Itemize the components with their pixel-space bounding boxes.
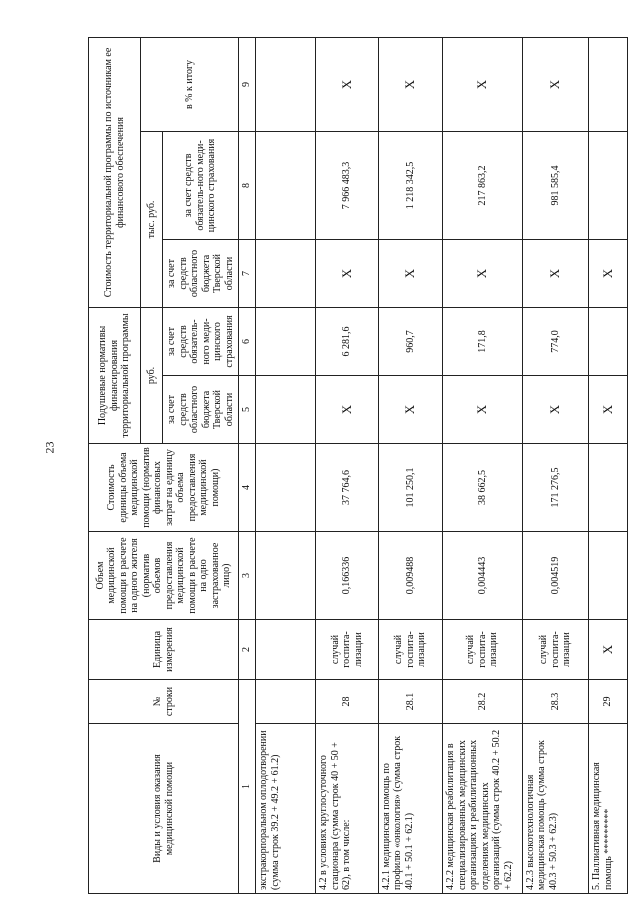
header-cost-oms: за счет средств обязатель-ного меди-цинского страхования (163, 131, 239, 239)
row-unit-cost (256, 444, 316, 532)
row-unit: случай госпита-лизации (378, 620, 442, 680)
row-unit: случай госпита-лизации (316, 620, 378, 680)
row-cost-oms: 981 585,4 (522, 131, 589, 239)
col-number-2: 2 (239, 620, 256, 680)
row-cost-oms (256, 131, 316, 239)
row-norm-budget: Х (443, 376, 523, 444)
row-norm-oms: 960,7 (378, 307, 442, 375)
row-line-number: 29 (589, 680, 628, 724)
row-norm-budget (256, 376, 316, 444)
header-volume: Объем медицинской помощи в расчете на одного жителя (норматив объемов предоставления медицинской помощи в расчете на одно застрахованное лицо) (89, 532, 239, 620)
row-norm-budget: Х (589, 376, 628, 444)
table-row (589, 37, 628, 893)
territorial-program-table (88, 37, 628, 894)
row-norm-budget: Х (316, 376, 378, 444)
col-number-4: 4 (239, 444, 256, 532)
row-norm-oms (589, 307, 628, 375)
row-cost-budget (256, 239, 316, 307)
row-unit-cost (589, 444, 628, 532)
table-row (316, 37, 378, 893)
row-norm-oms: 774,0 (522, 307, 589, 375)
row-label: 5. Паллиативная медицинская помощь ********* (589, 724, 628, 894)
header-thous-rub: тыс. руб. (141, 131, 163, 307)
row-cost-oms (589, 131, 628, 239)
row-cost-oms: 7 966 483,3 (316, 131, 378, 239)
row-label: 4.2 в условиях круглосуточного стационара (сумма строк 40 + 50 + 62), в том числе: (316, 724, 378, 894)
row-pct: Х (443, 37, 523, 131)
header-norm-oms: за счет средств обязатель-ного меди-цинского страхования (163, 307, 239, 375)
table-row (256, 37, 316, 893)
col-number-8: 8 (239, 131, 256, 239)
row-norm-oms: 171,8 (443, 307, 523, 375)
table-row (378, 37, 442, 893)
page-number: 23 (42, 441, 57, 454)
col-number-5: 5 (239, 376, 256, 444)
row-unit-cost: 171 276,5 (522, 444, 589, 532)
col-number-1: 1 (239, 680, 256, 894)
row-volume (256, 532, 316, 620)
row-line-number: 28.3 (522, 680, 589, 724)
col-number-7: 7 (239, 239, 256, 307)
row-cost-budget: Х (443, 239, 523, 307)
row-volume: 0,004519 (522, 532, 589, 620)
row-unit (256, 620, 316, 680)
row-line-number: 28.1 (378, 680, 442, 724)
row-cost-budget: Х (378, 239, 442, 307)
row-norm-oms: 6 281,6 (316, 307, 378, 375)
row-cost-oms: 217 863,2 (443, 131, 523, 239)
col-number-3: 3 (239, 532, 256, 620)
header-cost-budget: за счет средств областного бюджета Тверской области (163, 239, 239, 307)
row-cost-budget: Х (316, 239, 378, 307)
row-pct: Х (378, 37, 442, 131)
header-unit-cost: Стоимость единицы объема медицинской помощи (норматив финансовых затрат на единицу объема предоставления медицинской помощи) (89, 444, 239, 532)
table-row (443, 37, 523, 893)
row-volume: 0,166336 (316, 532, 378, 620)
row-unit-cost: 37 764,6 (316, 444, 378, 532)
rotated-table-wrapper (88, 38, 628, 894)
row-unit: случай госпита-лизации (443, 620, 523, 680)
row-unit: случай госпита-лизации (522, 620, 589, 680)
row-cost-budget: Х (522, 239, 589, 307)
col-number-6: 6 (239, 307, 256, 375)
row-line-number: 28.2 (443, 680, 523, 724)
header-line: № строки (89, 680, 239, 724)
row-volume: 0,004443 (443, 532, 523, 620)
table-row (522, 37, 589, 893)
row-label: 4.2.2 медицинская реабилитация в специализированных медицинских организациях и реабилитационных отделениях медицинских организаций (сумма строк 40.2 + 50.2 + 62.2) (443, 724, 523, 894)
row-cost-budget: Х (589, 239, 628, 307)
row-label: 4.2.3 высокотехнологичная медицинская помощь (сумма строк 40.3 + 50.3 + 62.3) (522, 724, 589, 894)
header-program-cost: Стоимость территориальной программы по источникам ее финансового обеспечения (89, 37, 141, 307)
row-unit: Х (589, 620, 628, 680)
row-unit-cost: 101 250,1 (378, 444, 442, 532)
row-label: экстракорпоральном оплодотворении (сумма строк 39.2 + 49.2 + 61.2) (256, 724, 316, 894)
row-unit-cost: 38 662,5 (443, 444, 523, 532)
header-rub: руб. (141, 307, 163, 443)
row-pct (589, 37, 628, 131)
row-norm-budget: Х (522, 376, 589, 444)
row-norm-oms (256, 307, 316, 375)
row-volume (589, 532, 628, 620)
row-cost-oms: 1 218 342,5 (378, 131, 442, 239)
header-type: Виды и условия оказания медицинской помощи (89, 724, 239, 894)
header-unit: Единица измерения (89, 620, 239, 680)
row-line-number (256, 680, 316, 724)
row-pct: Х (316, 37, 378, 131)
header-pct-total: в % к итогу (141, 37, 239, 131)
col-number-9: 9 (239, 37, 256, 131)
row-pct (256, 37, 316, 131)
row-label: 4.2.1 медицинская помощь по профилю «онкология» (сумма строк 40.1 + 50.1 + 62.1) (378, 724, 442, 894)
row-norm-budget: Х (378, 376, 442, 444)
row-line-number: 28 (316, 680, 378, 724)
row-pct: Х (522, 37, 589, 131)
header-norm-budget: за счет средств областного бюджета Тверской области (163, 376, 239, 444)
header-per-capita-norms: Подушевые нормативы финансирования территориальной программы (89, 307, 141, 443)
row-volume: 0,009488 (378, 532, 442, 620)
